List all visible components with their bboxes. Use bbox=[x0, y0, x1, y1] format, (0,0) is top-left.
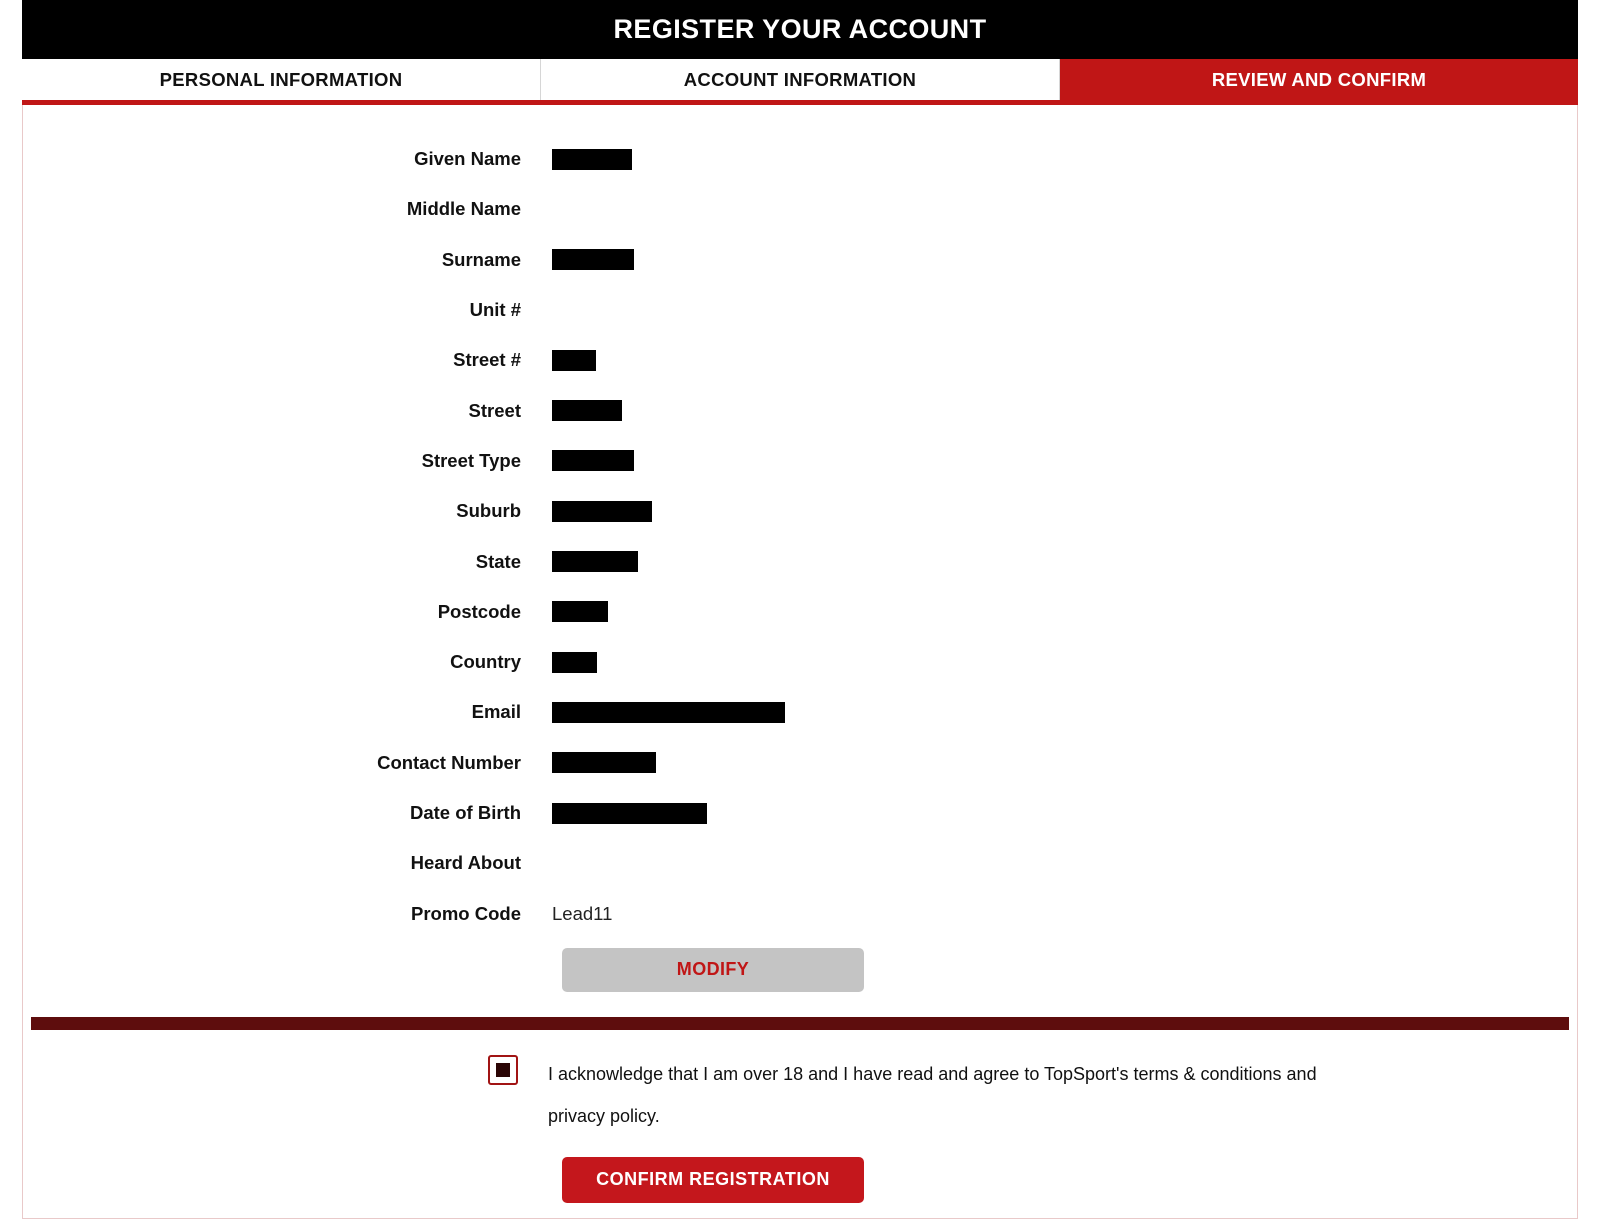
page-title: REGISTER YOUR ACCOUNT bbox=[613, 14, 987, 44]
summary-row-label: Unit # bbox=[469, 299, 521, 321]
modify-button[interactable]: MODIFY bbox=[562, 948, 864, 992]
summary-row bbox=[23, 385, 1577, 435]
summary-row-label: Heard About bbox=[410, 852, 521, 874]
summary-row-value bbox=[552, 738, 656, 788]
summary-row-label: Email bbox=[471, 701, 521, 723]
summary-row-label: Country bbox=[450, 651, 521, 673]
summary-row-label: Given Name bbox=[414, 148, 521, 170]
summary-row bbox=[23, 134, 1577, 184]
summary-row bbox=[23, 888, 1577, 938]
summary-row-text: Lead11 bbox=[552, 902, 613, 924]
summary-row bbox=[23, 587, 1577, 637]
summary-row-label: Contact Number bbox=[377, 751, 521, 773]
confirm-button-wrap bbox=[23, 1157, 1577, 1203]
redacted-value bbox=[552, 652, 597, 673]
tab-account-information-label: ACCOUNT INFORMATION bbox=[683, 68, 917, 90]
tab-review-and-confirm[interactable] bbox=[1060, 59, 1578, 100]
redacted-value bbox=[552, 400, 622, 421]
summary-row-label: Promo Code bbox=[411, 902, 521, 924]
review-panel bbox=[22, 105, 1578, 1219]
summary-row-value bbox=[552, 335, 596, 385]
tab-review-and-confirm-label: REVIEW AND CONFIRM bbox=[1211, 68, 1427, 90]
summary-row bbox=[23, 235, 1577, 285]
redacted-value bbox=[552, 149, 632, 170]
summary-row-label: Date of Birth bbox=[410, 802, 521, 823]
summary-row-label: Middle Name bbox=[406, 198, 521, 220]
summary-row-label: Street Type bbox=[421, 449, 521, 471]
summary-row-value bbox=[552, 687, 785, 737]
redacted-value bbox=[552, 702, 785, 723]
redacted-value bbox=[552, 601, 608, 622]
tab-account-information[interactable] bbox=[541, 59, 1060, 100]
summary-row-value bbox=[552, 134, 632, 184]
page-title-bar bbox=[22, 0, 1578, 59]
redacted-value bbox=[552, 752, 656, 773]
summary-row-value bbox=[552, 888, 612, 938]
summary-row-value bbox=[552, 637, 597, 687]
checkbox-check-icon bbox=[496, 1063, 510, 1077]
summary-row bbox=[23, 738, 1577, 788]
summary-row bbox=[23, 838, 1577, 888]
summary-row-value bbox=[552, 486, 652, 536]
summary-row bbox=[23, 536, 1577, 586]
summary-row bbox=[23, 335, 1577, 385]
redacted-value bbox=[552, 501, 652, 522]
summary-row-label: State bbox=[475, 550, 521, 572]
section-divider bbox=[31, 1017, 1569, 1030]
summary-row-value bbox=[552, 436, 634, 486]
summary-row-value bbox=[552, 536, 638, 586]
summary-row-label: Street bbox=[468, 399, 521, 421]
summary-row-value bbox=[552, 385, 622, 435]
redacted-value bbox=[552, 551, 638, 572]
terms-text: I acknowledge that I am over 18 and I have read and agree to TopSport's terms & conditions and privacy policy. bbox=[548, 1063, 1317, 1126]
tab-personal-information[interactable] bbox=[22, 59, 541, 100]
summary-row bbox=[23, 788, 1577, 838]
summary-row bbox=[23, 687, 1577, 737]
summary-row-value bbox=[552, 788, 707, 838]
summary-row-value bbox=[552, 587, 608, 637]
redacted-value bbox=[552, 350, 596, 371]
summary-row bbox=[23, 184, 1577, 234]
wizard-tabs bbox=[22, 59, 1578, 105]
redacted-value bbox=[552, 803, 707, 824]
consent-section bbox=[23, 1053, 1577, 1137]
terms-checkbox[interactable] bbox=[488, 1055, 518, 1085]
summary-row-value bbox=[552, 235, 634, 285]
summary-row-label: Suburb bbox=[456, 500, 521, 522]
summary-row bbox=[23, 436, 1577, 486]
summary-row-label: Surname bbox=[441, 248, 521, 270]
summary-row bbox=[23, 637, 1577, 687]
summary-row bbox=[23, 486, 1577, 536]
redacted-value bbox=[552, 450, 634, 471]
tab-personal-information-label: PERSONAL INFORMATION bbox=[159, 68, 403, 90]
summary-list bbox=[23, 105, 1577, 939]
confirm-registration-button[interactable]: CONFIRM REGISTRATION bbox=[562, 1157, 864, 1203]
redacted-value bbox=[552, 249, 634, 270]
summary-row-label: Street # bbox=[453, 349, 521, 371]
summary-row bbox=[23, 285, 1577, 335]
summary-row-label: Postcode bbox=[437, 600, 521, 622]
modify-button-wrap bbox=[23, 948, 1577, 992]
